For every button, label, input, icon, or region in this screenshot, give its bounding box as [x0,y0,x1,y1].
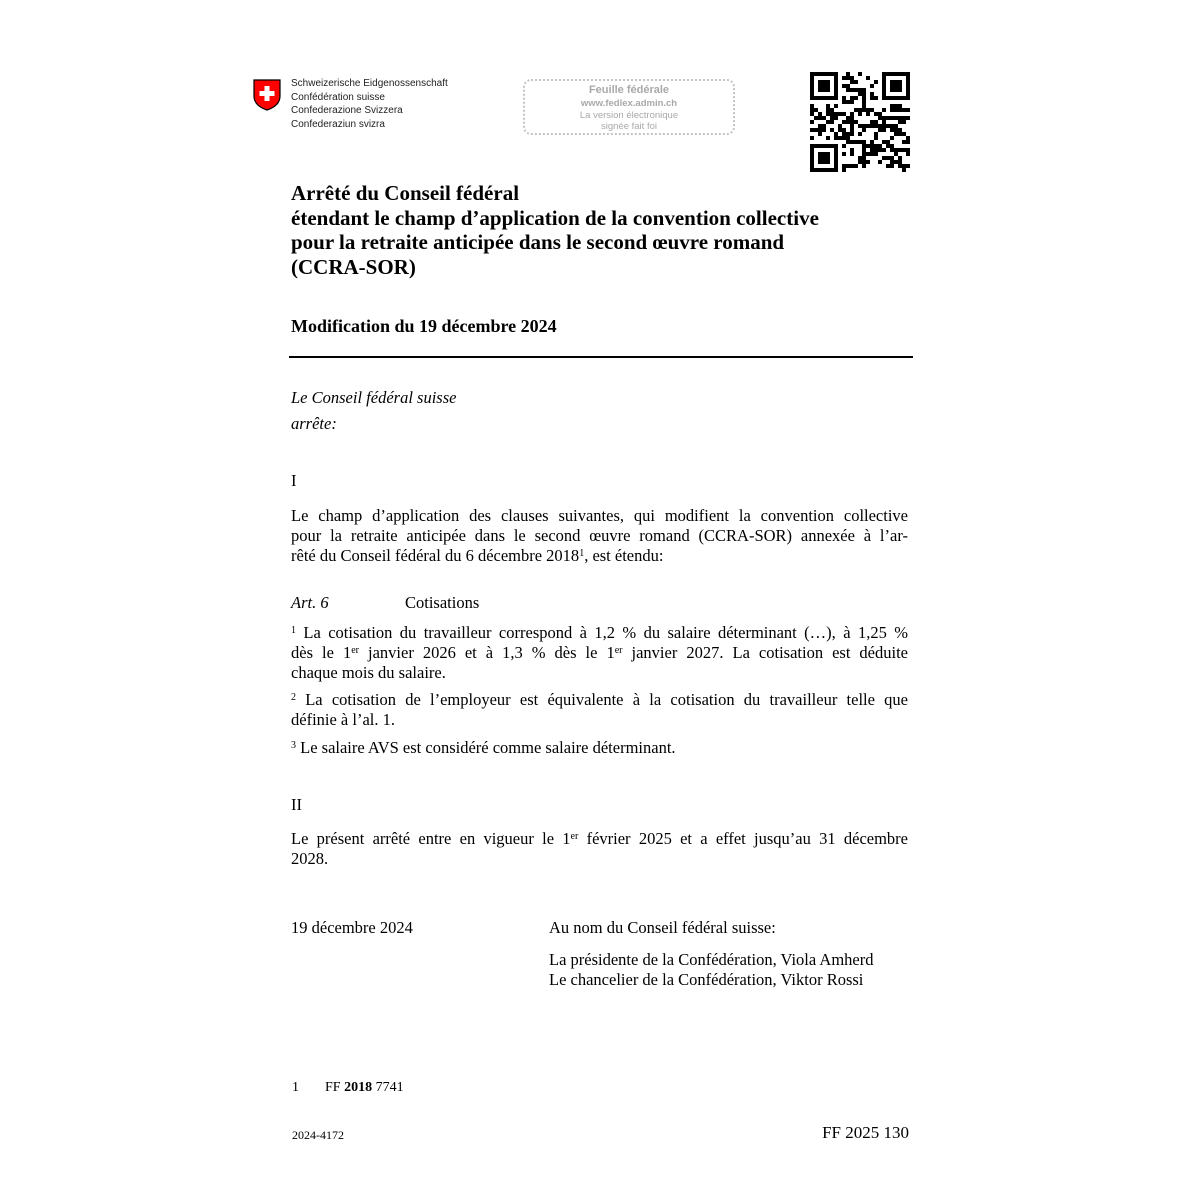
paragraph-line [291,623,908,643]
footnote-text [325,1080,404,1096]
ordinal-suffix: er [351,645,359,656]
article-paragraph-3 [291,738,908,758]
article-number: Art. 6 [291,593,329,612]
paragraph-text: janvier 2027. La cotisation est déduite [622,643,908,662]
agency-name-it: Confederazione Svizzera [291,105,403,116]
paragraph-line [291,643,908,663]
fedlex-stamp [523,79,735,135]
swiss-shield-icon [253,79,281,111]
document-id: 2024-4172 [292,1128,344,1142]
paragraph-line [291,546,908,566]
preamble-authority: Le Conseil fédéral suisse [291,388,457,407]
document-reference: FF 2025 130 [822,1123,909,1142]
footnote-prefix: FF [325,1080,345,1095]
paragraph-line: Le champ d’application des clauses suivantes, qui modifient la convention collective [291,506,908,525]
title-line: pour la retraite anticipée dans le second œuvre romand [291,230,785,254]
paragraph-line: pour la retraite anticipée dans le second œuvre romand (CCRA-SOR) annexée à l’ar- [291,526,908,545]
modification-subtitle: Modification du 19 décembre 2024 [291,316,557,336]
paragraph-line: 2028. [291,849,329,868]
title-line: (CCRA-SOR) [291,254,416,279]
paragraph-text: février 2025 et a effet jusqu’au 31 décembre [578,829,908,848]
stamp-line-4: signée fait foi [601,121,657,132]
paragraph-text: Le présent arrêté entre en vigueur le 1 [291,829,571,848]
paragraph-line [291,829,908,849]
qr-code-icon [810,72,910,172]
section-2-paragraph [291,829,908,869]
signature-president: La présidente de la Confédération, Viola Amherd [549,950,874,969]
agency-names [291,77,448,131]
ordinal-suffix: er [570,831,579,842]
agency-name-de: Schweizerische Eidgenossenschaft [291,78,448,89]
signature-date: 19 décembre 2024 [291,918,413,937]
article-title: Cotisations [405,593,480,612]
footnote-reference: 1 [579,548,585,559]
document-title [291,181,931,279]
footnote-year: 2018 [344,1080,373,1095]
title-divider [289,356,913,358]
paragraph-text: , est étendu: [584,546,664,565]
paragraph-text: La cotisation de l’employeur est équivalente à la cotisation du travailleur telle que [296,690,908,709]
signature-chancellor: Le chancelier de la Confédération, Viktor Rossi [549,970,864,989]
paragraph-line [291,738,908,758]
preamble-verb: arrête: [291,414,337,433]
stamp-url: www.fedlex.admin.ch [580,98,678,109]
footnote-page: 7741 [372,1080,404,1095]
paragraph-line [291,690,908,710]
section-1-paragraph [291,506,908,566]
paragraph-text: La cotisation du travailleur correspond à 1,2 % du salaire déterminant (…), à 1,25 % [296,623,908,642]
paragraph-number: 1 [291,625,296,636]
title-line: étendant le champ d’application de la convention collective [291,205,819,230]
federal-logo [253,77,493,137]
stamp-line-3: La version électronique [579,110,679,121]
section-heading-2: II [291,795,302,814]
paragraph-number: 2 [291,692,296,703]
paragraph-text: Le salaire AVS est considéré comme salaire déterminant. [296,738,676,757]
section-heading-1: I [291,471,297,490]
paragraph-line: chaque mois du salaire. [291,663,446,682]
signature-council: Au nom du Conseil fédéral suisse: [549,918,776,937]
article-paragraph-1 [291,623,908,683]
agency-name-fr: Confédération suisse [291,91,385,103]
paragraph-text: janvier 2026 et à 1,3 % dès le 1 [358,643,615,662]
paragraph-number: 3 [291,740,296,751]
paragraph-line: définie à l’al. 1. [291,710,395,729]
ordinal-suffix: er [614,645,623,656]
footnote-number: 1 [292,1080,299,1095]
title-line: Arrêté du Conseil fédéral [291,181,520,205]
agency-name-rm: Confederaziun svizra [291,118,385,130]
article-paragraph-2 [291,690,908,730]
paragraph-text: dès le 1 [291,643,352,662]
stamp-title: Feuille fédérale [588,84,670,96]
paragraph-text: rêté du Conseil fédéral du 6 décembre 2018 [291,546,580,565]
